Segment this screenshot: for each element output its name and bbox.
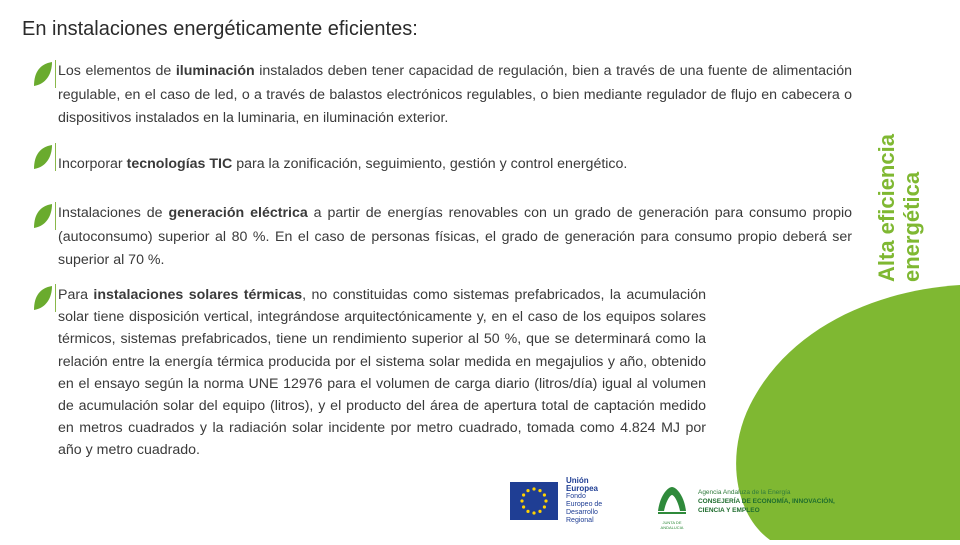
eu-flag-icon [510,482,558,520]
page-title: En instalaciones energéticamente eficientes: [22,18,418,40]
bullet-solar-termica [32,284,712,462]
bullet-text: Para instalaciones solares térmicas, no constituidas como sistemas prefabricados, la acumulación solar tiene disposición vertical, integrándose arquitectónicamente y, en el caso de los equipos solares térmicos, sistemas prefabricados, tiene un rendimiento superior al 50 %, que se determinará como la relación entre la energía térmica producida por el sistema solar medida en megajulios y año, obtenido en el ensayo según la norma UNE 12976 para el volumen de carga diario (litros/día) igual al volumen de acumulación solar del equipo (litros), y el producto del área de apertura total de captación medido en metros cuadrados y la radiación solar incidente por metro cuadrado, tomada como 4.824 MJ por año y metro cuadrado. [58,287,706,459]
leaf-icon [32,60,52,82]
ja-label: JUNTA DE ANDALUCIA [660,520,684,530]
bullet-text: Instalaciones de generación eléctrica a partir de energías renovables con un grado de generación para consumo propio (autoconsumo) superior al 80 %. En el caso de personas físicas, el grado de generación para consumo propio deberá ser superior al 70 %. [58,205,853,268]
junta-andalucia-logo [654,481,690,530]
bullet-tic [32,143,858,177]
side-title [872,92,932,282]
side-title-line-1: Alta eficiencia [874,134,899,282]
side-title-svg [872,92,932,282]
bullet-generacion [32,202,858,273]
side-title-line-2: energética [899,171,924,282]
leaf-icon [32,202,52,224]
eu-label: Unión Europea Fondo Europeo de Desarrollo Regional [566,476,603,524]
leaf-icon [32,143,52,165]
logos-strip [510,476,856,530]
bullet-text: Incorporar tecnologías TIC para la zonificación, seguimiento, gestión y control energético. [58,156,628,172]
bullet-iluminacion [32,60,858,131]
bullet-text: Los elementos de iluminación instalados deben tener capacidad de regulación, bien a través de una fuente de alimentación regulable, en el caso de led, o a través de balastos electrónicos regulables, o bien mediante regulador de flujo en cabecera o dispositivos instalados en la luminaria, en iluminación exterior. [58,63,852,126]
leaf-icon [32,284,52,306]
agency-label: Agencia Andaluza de la Energía CONSEJERÍA DE ECONOMÍA, INNOVACIÓN, CIENCIA Y EMPLEO [697,488,835,514]
